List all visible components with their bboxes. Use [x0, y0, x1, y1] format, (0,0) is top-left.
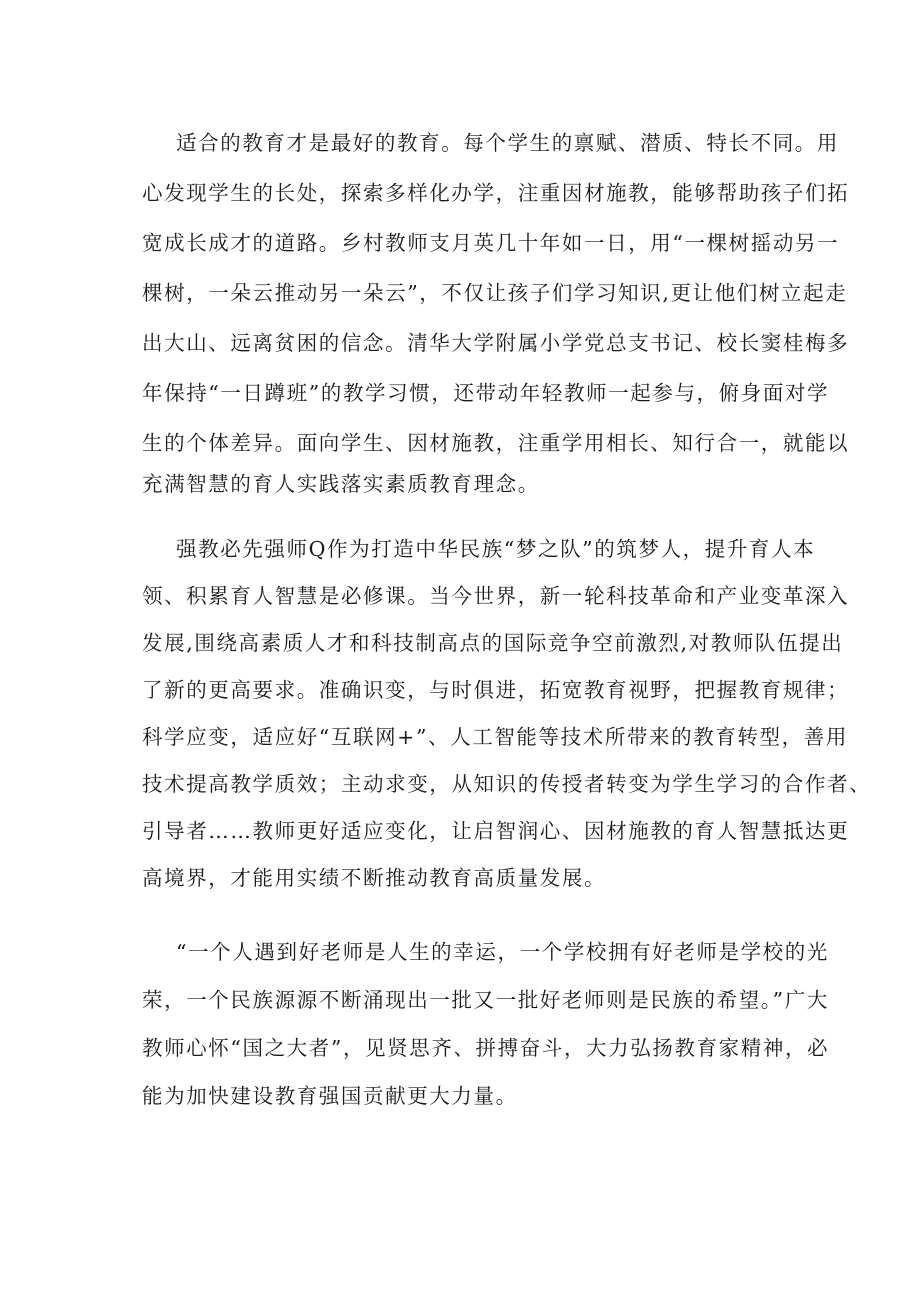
text-line: 年保持“一日蹲班”的教学习惯，还带动年轻教师一起参与，俯身面对学 — [142, 381, 830, 405]
text-line: “一个人遇到好老师是人生的幸运，一个学校拥有好老师是学校的光 — [176, 940, 829, 964]
text-line: 科学应变，适应好“互联网+”、人工智能等技术所带来的教育转型，善用 — [142, 725, 848, 749]
text-line: 适合的教育才是最好的教育。每个学生的禀赋、潜质、特长不同。用 — [176, 131, 839, 155]
text-line: 生的个体差异。面向学生、因材施教，注重学用相长、知行合一，就能以 — [142, 431, 850, 455]
text-line: 高境界，才能用实绩不断推动教育高质量发展。 — [142, 866, 607, 890]
text-line: 引导者……教师更好适应变化，让启智润心、因材施教的育人智慧抵达更 — [142, 819, 850, 843]
text-line: 能为加快建设教育强国贡献更大力量。 — [142, 1084, 518, 1108]
text-line: 技术提高教学质效；主动求变，从知识的传授者转变为学生学习的合作者、 — [142, 772, 872, 796]
text-line: 心发现学生的长处，探索多样化办学，注重因材施教，能够帮助孩子们拓 — [142, 181, 850, 205]
text-line: 充满智慧的育人实践落实素质教育理念。 — [142, 472, 540, 496]
text-line: 领、积累育人智慧是必修课。当今世界，新一轮科技革命和产业变革深入 — [142, 584, 850, 608]
text-line: 教师心怀“国之大者”，见贤思齐、拼搏奋斗，大力弘扬教育家精神，必 — [142, 1036, 830, 1060]
text-line: 棵树，一朵云推动另一朵云”，不仅让孩子们学习知识,更让他们树立起走 — [142, 281, 848, 305]
text-line: 荣，一个民族源源不断涌现出一批又一批好老师则是民族的希望。”广大 — [142, 988, 829, 1012]
text-line: 宽成长成才的道路。乡村教师支月英几十年如一日，用“一棵树摇动另一 — [142, 231, 840, 255]
text-line: 发展,围绕高素质人才和科技制高点的国际竞争空前激烈,对教师队伍提出 — [142, 631, 844, 655]
text-line: 强教必先强师Q作为打造中华民族“梦之队”的筑梦人，提升育人本 — [176, 537, 816, 561]
text-line: 出大山、远离贫困的信念。清华大学附属小学党总支书记、校长窦桂梅多 — [142, 331, 850, 355]
text-line: 了新的更高要求。准确识变，与时俱进，拓宽教育视野，把握教育规律； — [142, 678, 850, 702]
